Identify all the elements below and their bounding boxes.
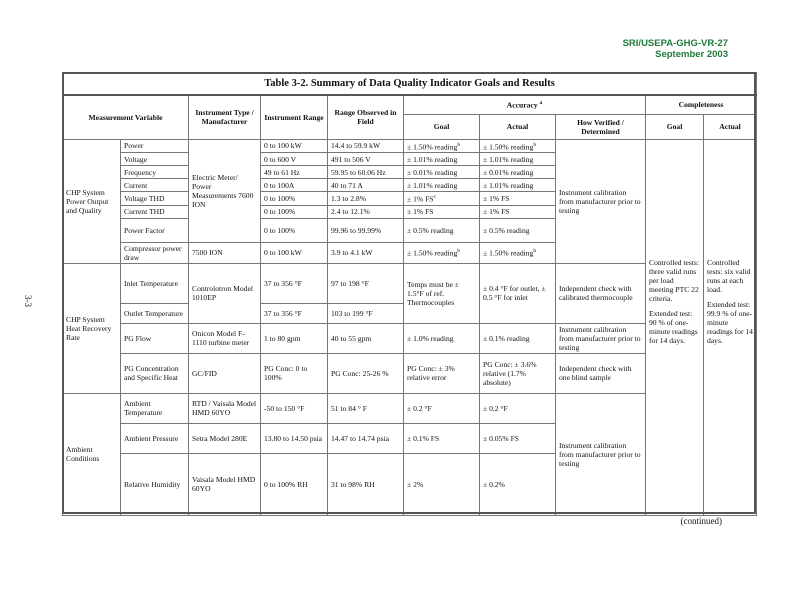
observed-cell: 31 to 98% RH xyxy=(328,453,404,515)
accuracy-label: Accuracy xyxy=(506,101,538,111)
report-header xyxy=(623,38,728,60)
goal-cell: ± 1.50% reading$^b$ xyxy=(404,139,480,153)
instrument-cell: Controlotron Model 1010EP xyxy=(189,263,261,323)
actual-cell: ± 0.2 °F xyxy=(480,393,556,423)
col-completeness-actual: Actual xyxy=(704,114,757,139)
goal-cell: ± 2% xyxy=(404,453,480,515)
table-title: Table 3-2. Summary of Data Quality Indicator Goals and Results xyxy=(63,73,757,96)
variable-cell: Current THD xyxy=(121,205,189,218)
page-number: 3-3 xyxy=(23,295,33,307)
goal-cell: ± 1.01% reading xyxy=(404,179,480,192)
report-id: SRI/USEPA-GHG-VR-27 xyxy=(622,38,728,49)
actual-cell: ± 0.05% FS xyxy=(480,423,556,453)
variable-cell: PG Flow xyxy=(121,323,189,353)
observed-cell: 40 to 71 A xyxy=(328,179,404,192)
col-accuracy-goal: Goal xyxy=(404,114,480,139)
instrument-cell: RTD / Vaisala Model HMD 60YO xyxy=(189,393,261,423)
goal-cell: ± 0.01% reading xyxy=(404,166,480,179)
verified-cell: Instrument calibration from manufacturer prior to testing xyxy=(556,323,646,353)
group-ambient: Ambient Conditions xyxy=(63,393,121,515)
variable-cell: Frequency xyxy=(121,166,189,179)
col-measurement-variable: Measurement Variable xyxy=(63,95,189,139)
actual-cell: ± 0.5% reading xyxy=(480,218,556,242)
verified-cell: Independent check with calibrated thermocouple xyxy=(556,263,646,323)
range-cell: 0 to 100 kW xyxy=(261,139,328,153)
instrument-cell: Onicon Model F-1110 turbine meter xyxy=(189,323,261,353)
actual-cell: PG Conc: ± 3.6% relative (1.7% absolute) xyxy=(480,353,556,393)
observed-cell: 97 to 198 °F xyxy=(328,263,404,303)
goal-cell: ± 1% $FS^c$ xyxy=(404,192,480,206)
actual-cell: ± 1% FS xyxy=(480,192,556,206)
range-cell: 0 to 100% xyxy=(261,205,328,218)
accuracy-note: a xyxy=(539,100,543,107)
report-date: September 2003 xyxy=(655,49,728,60)
range-cell: 13.80 to 14.50 psia xyxy=(261,423,328,453)
variable-cell: Ambient Pressure xyxy=(121,423,189,453)
actual-cell: ± 0.1% reading xyxy=(480,323,556,353)
range-cell: 0 to 100 kW xyxy=(261,242,328,263)
goal-cell: PG Conc: ± 3% relative error xyxy=(404,353,480,393)
goal-cell: ± 1.0% reading xyxy=(404,323,480,353)
observed-cell: 3.9 to 4.1 kW xyxy=(328,242,404,263)
goal-cell: ± 1.50% reading$^b$ xyxy=(404,242,480,263)
actual-cell: ± 1.50% reading$^b$ xyxy=(480,139,556,153)
table-frame xyxy=(62,72,756,514)
range-cell: 49 to 61 Hz xyxy=(261,166,328,179)
range-cell: 37 to 356 °F xyxy=(261,263,328,303)
range-cell: PG Conc: 0 to 100% xyxy=(261,353,328,393)
col-instrument: Instrument Type / Manufacturer xyxy=(189,95,261,139)
actual-cell: ± 1.01% reading xyxy=(480,179,556,192)
range-cell: 0 to 100% xyxy=(261,192,328,206)
observed-cell: 491 to 506 V xyxy=(328,153,404,166)
goal-cell: ± 0.5% reading xyxy=(404,218,480,242)
goal-cell: ± 0.2 °F xyxy=(404,393,480,423)
observed-cell: 2.4 to 12.1% xyxy=(328,205,404,218)
variable-cell: Relative Humidity xyxy=(121,453,189,515)
observed-cell: 40 to 55 gpm xyxy=(328,323,404,353)
col-range: Instrument Range xyxy=(261,95,328,139)
continued-note: (continued) xyxy=(680,516,722,526)
col-verified: How Verified / Determined xyxy=(556,114,646,139)
observed-cell: 51 to 84 ° F xyxy=(328,393,404,423)
instrument-cell: Setra Model 280E xyxy=(189,423,261,453)
variable-cell: PG Concentration and Specific Heat xyxy=(121,353,189,393)
range-cell: 37 to 356 °F xyxy=(261,303,328,323)
goal-cell: ± 0.1% FS xyxy=(404,423,480,453)
instrument-cell: 7500 ION xyxy=(189,242,261,263)
goal-cell: ± 1% FS xyxy=(404,205,480,218)
actual-cell: ± 0.01% reading xyxy=(480,166,556,179)
range-cell: 0 to 100% xyxy=(261,218,328,242)
range-cell: 0 to 100% RH xyxy=(261,453,328,515)
verified-cell: Instrument calibration from manufacturer prior to testing xyxy=(556,139,646,263)
observed-cell: 103 to 199 °F xyxy=(328,303,404,323)
range-cell: -50 to 150 °F xyxy=(261,393,328,423)
actual-cell: ± 0.4 °F for outlet, ± 0.5 °F for inlet xyxy=(480,263,556,323)
completeness-goal-cell: Controlled tests: three valid runs per load meeting PTC 22 criteria. Extended test: 90 % of one- minute readings for 14 days. xyxy=(646,139,704,515)
variable-cell: Ambient Temperature xyxy=(121,393,189,423)
instrument-cell: GC/FID xyxy=(189,353,261,393)
actual-cell: ± 1% FS xyxy=(480,205,556,218)
variable-cell: Compressor power draw xyxy=(121,242,189,263)
observed-cell: 14.47 to 14.74 psia xyxy=(328,423,404,453)
range-cell: 0 to 100A xyxy=(261,179,328,192)
col-observed: Range Observed in Field xyxy=(328,95,404,139)
variable-cell: Voltage xyxy=(121,153,189,166)
observed-cell: 1.3 to 2.8% xyxy=(328,192,404,206)
goal-cell: ± 1.01% reading xyxy=(404,153,480,166)
col-completeness-goal: Goal xyxy=(646,114,704,139)
variable-cell: Voltage THD xyxy=(121,192,189,206)
variable-cell: Power Factor xyxy=(121,218,189,242)
actual-cell: ± 1.50% reading$^b$ xyxy=(480,242,556,263)
group-chp-heat: CHP System Heat Recovery Rate xyxy=(63,263,121,393)
actual-cell: ± 1.01% reading xyxy=(480,153,556,166)
instrument-cell: Vaisala Model HMD 60YO xyxy=(189,453,261,515)
range-cell: 0 to 600 V xyxy=(261,153,328,166)
goal-cell: Temps must be ± 1.5°F of ref. Thermocouples xyxy=(404,263,480,323)
group-chp-power: CHP System Power Output and Quality xyxy=(63,139,121,263)
observed-cell: 59.95 to 60.06 Hz xyxy=(328,166,404,179)
completeness-actual-cell: Controlled tests: six valid runs at each load. Extended test: 99.9 % of one- minute readings for 14 days. xyxy=(704,139,757,515)
range-cell: 1 to 80 gpm xyxy=(261,323,328,353)
observed-cell: 99.96 to 99.99% xyxy=(328,218,404,242)
variable-cell: Inlet Temperature xyxy=(121,263,189,303)
verified-cell: Independent check with one blind sample xyxy=(556,353,646,393)
col-completeness: Completeness xyxy=(646,95,757,114)
variable-cell: Outlet Temperature xyxy=(121,303,189,323)
verified-cell: Instrument calibration from manufacturer prior to testing xyxy=(556,393,646,515)
col-accuracy-actual: Actual xyxy=(480,114,556,139)
observed-cell: 14.4 to 59.9 kW xyxy=(328,139,404,153)
variable-cell: Current xyxy=(121,179,189,192)
actual-cell: ± 0.2% xyxy=(480,453,556,515)
instrument-cell: Electric Meter/ Power Measurements 7600 ION xyxy=(189,139,261,242)
observed-cell: PG Conc: 25-26 % xyxy=(328,353,404,393)
variable-cell: Power xyxy=(121,139,189,153)
